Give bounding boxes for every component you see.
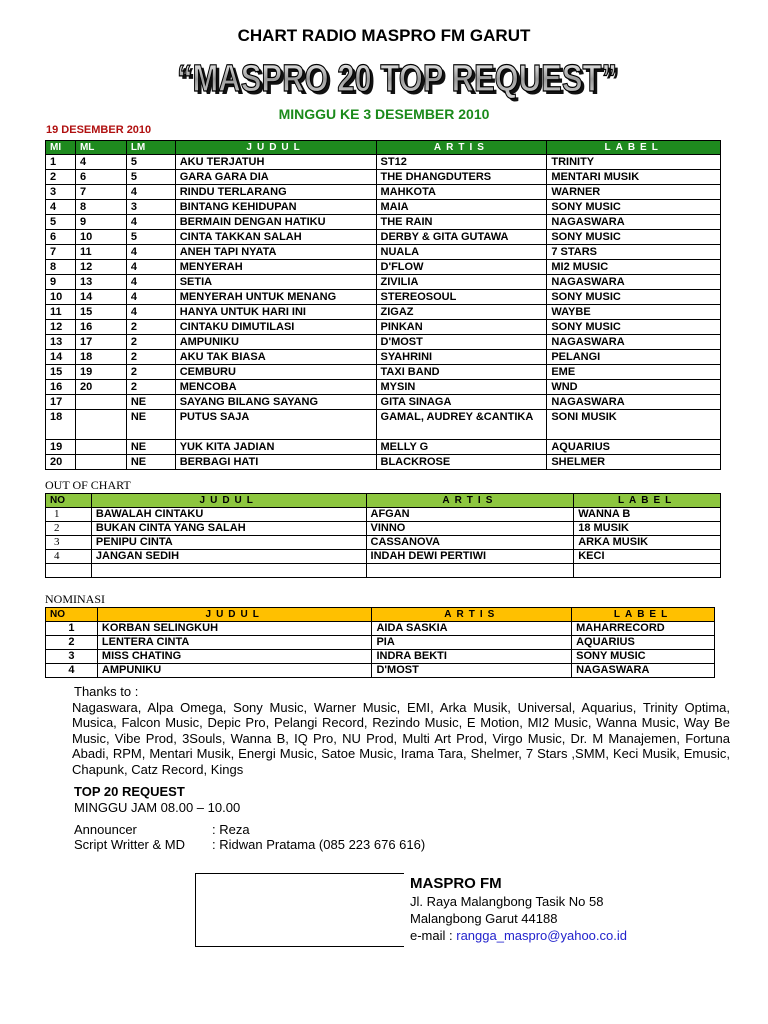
table-cell: 15 bbox=[46, 365, 76, 380]
table-cell: SYAHRINI bbox=[376, 350, 547, 365]
table-row bbox=[46, 215, 721, 230]
table-cell: MAHARRECORD bbox=[572, 622, 715, 636]
request-time: MINGGU JAM 08.00 – 10.00 bbox=[74, 800, 241, 815]
table-cell: PENIPU CINTA bbox=[91, 536, 366, 550]
writer-value: : Ridwan Pratama (085 223 676 616) bbox=[212, 837, 426, 852]
table-cell: CINTAKU DIMUTILASI bbox=[175, 320, 376, 335]
table-cell: 2 bbox=[46, 636, 98, 650]
table-cell: 12 bbox=[46, 320, 76, 335]
table-cell: 19 bbox=[46, 440, 76, 455]
table-cell: MI2 MUSIC bbox=[547, 260, 721, 275]
column-header: NO bbox=[46, 608, 98, 622]
table-cell: 2 bbox=[126, 350, 175, 365]
table-cell: NAGASWARA bbox=[547, 335, 721, 350]
table-cell: SONY MUSIC bbox=[547, 230, 721, 245]
table-row bbox=[46, 536, 721, 550]
table-cell: NE bbox=[126, 410, 175, 440]
table-cell: AKU TAK BIASA bbox=[175, 350, 376, 365]
table-cell: 3 bbox=[46, 536, 92, 550]
table-cell: NE bbox=[126, 395, 175, 410]
table-row bbox=[46, 305, 721, 320]
chart-date: 19 DESEMBER 2010 bbox=[46, 124, 152, 136]
table-cell: 20 bbox=[75, 380, 126, 395]
table-cell: 12 bbox=[75, 260, 126, 275]
table-cell: GITA SINAGA bbox=[376, 395, 547, 410]
table-cell: DERBY & GITA GUTAWA bbox=[376, 230, 547, 245]
table-cell: AIDA SASKIA bbox=[372, 622, 572, 636]
column-header: LM bbox=[126, 141, 175, 155]
table-cell: BUKAN CINTA YANG SALAH bbox=[91, 522, 366, 536]
table-cell: D'MOST bbox=[372, 664, 572, 678]
table-cell: 18 bbox=[75, 350, 126, 365]
table-cell: NE bbox=[126, 455, 175, 470]
table-cell: 7 bbox=[75, 185, 126, 200]
table-cell: MENYERAH UNTUK MENANG bbox=[175, 290, 376, 305]
table-cell: 16 bbox=[46, 380, 76, 395]
table-row bbox=[46, 335, 721, 350]
table-row bbox=[46, 395, 721, 410]
table-cell: 5 bbox=[126, 230, 175, 245]
table-cell: 1 bbox=[46, 155, 76, 170]
table-cell: 1 bbox=[46, 508, 92, 522]
ooc-header-row bbox=[46, 494, 721, 508]
table-cell: AMPUNIKU bbox=[97, 664, 372, 678]
table-cell: CEMBURU bbox=[175, 365, 376, 380]
table-cell: 13 bbox=[75, 275, 126, 290]
page-title: CHART RADIO MASPRO FM GARUT bbox=[237, 26, 531, 45]
table-row bbox=[46, 650, 715, 664]
email-label: e-mail : bbox=[410, 928, 457, 943]
table-cell: INDRA BEKTI bbox=[372, 650, 572, 664]
table-cell: 5 bbox=[126, 170, 175, 185]
table-cell: MAHKOTA bbox=[376, 185, 547, 200]
table-cell: 19 bbox=[75, 365, 126, 380]
column-header: LABEL bbox=[547, 141, 721, 155]
table-cell: 6 bbox=[46, 230, 76, 245]
table-cell: WAYBE bbox=[547, 305, 721, 320]
banner-shadow-text: “MASPRO 20 TOP REQUEST” bbox=[180, 61, 620, 102]
table-cell: 17 bbox=[75, 335, 126, 350]
table-cell: 4 bbox=[126, 215, 175, 230]
table-cell: 2 bbox=[46, 522, 92, 536]
station-address-1: Jl. Raya Malangbong Tasik No 58 bbox=[410, 894, 604, 909]
table-cell: SONY MUSIC bbox=[547, 200, 721, 215]
table-cell: NAGASWARA bbox=[547, 215, 721, 230]
table-cell: 9 bbox=[75, 215, 126, 230]
table-cell: PUTUS SAJA bbox=[175, 410, 376, 440]
table-cell: ZIGAZ bbox=[376, 305, 547, 320]
nom-body bbox=[46, 622, 715, 678]
column-header: JUDUL bbox=[91, 494, 366, 508]
table-cell: 11 bbox=[46, 305, 76, 320]
table-row bbox=[46, 245, 721, 260]
table-cell: 4 bbox=[126, 290, 175, 305]
table-cell: 11 bbox=[75, 245, 126, 260]
table-cell: WANNA B bbox=[574, 508, 721, 522]
column-header: LABEL bbox=[574, 494, 721, 508]
table-cell: HANYA UNTUK HARI INI bbox=[175, 305, 376, 320]
table-cell: BINTANG KEHIDUPAN bbox=[175, 200, 376, 215]
table-row bbox=[46, 410, 721, 440]
table-cell: WARNER bbox=[547, 185, 721, 200]
table-cell: 10 bbox=[75, 230, 126, 245]
table-cell: 4 bbox=[46, 200, 76, 215]
table-cell: CINTA TAKKAN SALAH bbox=[175, 230, 376, 245]
table-cell: RINDU TERLARANG bbox=[175, 185, 376, 200]
table-cell: 6 bbox=[75, 170, 126, 185]
request-title: TOP 20 REQUEST bbox=[74, 784, 185, 799]
column-header: ARTIS bbox=[376, 141, 547, 155]
table-cell: BLACKROSE bbox=[376, 455, 547, 470]
out-of-chart-table bbox=[45, 493, 721, 578]
table-cell: AKU TERJATUH bbox=[175, 155, 376, 170]
table-row bbox=[46, 320, 721, 335]
table-cell: AQUARIUS bbox=[572, 636, 715, 650]
station-email-line bbox=[410, 928, 627, 943]
table-row bbox=[46, 290, 721, 305]
table-row bbox=[46, 185, 721, 200]
table-row bbox=[46, 260, 721, 275]
table-row bbox=[46, 230, 721, 245]
table-cell: MAIA bbox=[376, 200, 547, 215]
banner-text: “MASPRO 20 TOP REQUEST” bbox=[177, 58, 617, 100]
table-cell: 14 bbox=[46, 350, 76, 365]
table-cell: 2 bbox=[126, 335, 175, 350]
column-header: ARTIS bbox=[372, 608, 572, 622]
column-header: MI bbox=[46, 141, 76, 155]
table-row bbox=[46, 636, 715, 650]
column-header: NO bbox=[46, 494, 92, 508]
table-row bbox=[46, 622, 715, 636]
table-cell: 2 bbox=[126, 365, 175, 380]
table-cell: 4 bbox=[126, 305, 175, 320]
table-cell: 16 bbox=[75, 320, 126, 335]
table-cell: 3 bbox=[126, 200, 175, 215]
table-cell: BERMAIN DENGAN HATIKU bbox=[175, 215, 376, 230]
table-cell: 3 bbox=[46, 650, 98, 664]
table-cell: 10 bbox=[46, 290, 76, 305]
table-row bbox=[46, 200, 721, 215]
table-cell bbox=[75, 410, 126, 440]
table-row bbox=[46, 170, 721, 185]
column-header: LABEL bbox=[572, 608, 715, 622]
table-cell: D'FLOW bbox=[376, 260, 547, 275]
table-row bbox=[46, 522, 721, 536]
column-header: ARTIS bbox=[366, 494, 574, 508]
table-cell: 14 bbox=[75, 290, 126, 305]
table-cell: BAWALAH CINTAKU bbox=[91, 508, 366, 522]
table-cell: MENCOBA bbox=[175, 380, 376, 395]
table-row bbox=[46, 365, 721, 380]
table-cell: 2 bbox=[46, 170, 76, 185]
table-cell: AMPUNIKU bbox=[175, 335, 376, 350]
nom-header-row bbox=[46, 608, 715, 622]
table-cell: PIA bbox=[372, 636, 572, 650]
table-cell: SAYANG BILANG SAYANG bbox=[175, 395, 376, 410]
table-row bbox=[46, 380, 721, 395]
chart-body bbox=[46, 155, 721, 470]
table-cell: SETIA bbox=[175, 275, 376, 290]
table-cell: 4 bbox=[126, 185, 175, 200]
table-row bbox=[46, 508, 721, 522]
week-heading: MINGGU KE 3 DESEMBER 2010 bbox=[278, 106, 490, 122]
table-cell: CASSANOVA bbox=[366, 536, 574, 550]
announcer-label: Announcer bbox=[74, 822, 137, 837]
table-cell: SONY MUSIC bbox=[547, 320, 721, 335]
table-cell: 4 bbox=[126, 245, 175, 260]
table-cell: AFGAN bbox=[366, 508, 574, 522]
table-row bbox=[46, 275, 721, 290]
wordart-banner bbox=[168, 52, 628, 102]
column-header: JUDUL bbox=[97, 608, 372, 622]
table-cell: SHELMER bbox=[547, 455, 721, 470]
table-cell bbox=[75, 440, 126, 455]
table-cell: 18 MUSIK bbox=[574, 522, 721, 536]
table-cell: ST12 bbox=[376, 155, 547, 170]
table-cell: MENYERAH bbox=[175, 260, 376, 275]
table-cell: PELANGI bbox=[547, 350, 721, 365]
table-cell: TRINITY bbox=[547, 155, 721, 170]
writer-label: Script Writter & MD bbox=[74, 837, 185, 852]
table-row bbox=[46, 550, 721, 564]
out-of-chart-label: OUT OF CHART bbox=[45, 478, 131, 492]
table-cell: THE RAIN bbox=[376, 215, 547, 230]
table-cell: MELLY G bbox=[376, 440, 547, 455]
table-cell: 4 bbox=[126, 260, 175, 275]
table-row bbox=[46, 455, 721, 470]
table-cell: PINKAN bbox=[376, 320, 547, 335]
table-cell: NE bbox=[126, 440, 175, 455]
table-cell: MISS CHATING bbox=[97, 650, 372, 664]
table-cell: 13 bbox=[46, 335, 76, 350]
table-cell: 3 bbox=[46, 185, 76, 200]
table-cell: KORBAN SELINGKUH bbox=[97, 622, 372, 636]
chart-header-row bbox=[46, 141, 721, 155]
email-link[interactable]: rangga_maspro@yahoo.co.id bbox=[456, 928, 627, 943]
table-row bbox=[46, 440, 721, 455]
table-cell: SONY MUSIC bbox=[547, 290, 721, 305]
table-cell: LENTERA CINTA bbox=[97, 636, 372, 650]
table-cell: 8 bbox=[46, 260, 76, 275]
table-cell: NUALA bbox=[376, 245, 547, 260]
table-cell: 2 bbox=[126, 320, 175, 335]
nominasi-table bbox=[45, 607, 715, 678]
table-cell: 4 bbox=[46, 550, 92, 564]
table-cell: TAXI BAND bbox=[376, 365, 547, 380]
table-cell: 18 bbox=[46, 410, 76, 440]
table-cell: 2 bbox=[126, 380, 175, 395]
table-cell: 5 bbox=[126, 155, 175, 170]
table-cell: NAGASWARA bbox=[572, 664, 715, 678]
table-cell: 15 bbox=[75, 305, 126, 320]
announcer-value: : Reza bbox=[212, 822, 250, 837]
table-cell: SONI MUSIK bbox=[547, 410, 721, 440]
table-cell: GARA GARA DIA bbox=[175, 170, 376, 185]
table-cell: 4 bbox=[75, 155, 126, 170]
nominasi-label: NOMINASI bbox=[45, 592, 105, 606]
empty-row bbox=[46, 564, 721, 578]
table-row bbox=[46, 664, 715, 678]
table-cell: 4 bbox=[126, 275, 175, 290]
table-cell: MYSIN bbox=[376, 380, 547, 395]
table-cell: MENTARI MUSIK bbox=[547, 170, 721, 185]
ooc-body bbox=[46, 508, 721, 578]
table-cell: JANGAN SEDIH bbox=[91, 550, 366, 564]
table-cell: 20 bbox=[46, 455, 76, 470]
station-name: MASPRO FM bbox=[410, 875, 502, 892]
table-cell: 17 bbox=[46, 395, 76, 410]
station-address-2: Malangbong Garut 44188 bbox=[410, 911, 558, 926]
table-cell: INDAH DEWI PERTIWI bbox=[366, 550, 574, 564]
table-cell: SONY MUSIC bbox=[572, 650, 715, 664]
table-cell: BERBAGI HATI bbox=[175, 455, 376, 470]
thanks-body: Nagaswara, Alpa Omega, Sony Music, Warner Music, EMI, Arka Musik, Universal, Aquarius, Trinity Optima, Musica, Falcon Music, Depic Pro, Pelangi Record, Rezindo Music, E Motion, MI2 Music, Wanna Music, Way Be Music, Vibe Prod, 3Souls, Wanna B, IQ Pro, NU Prod, Multi Art Prod, Virgo Music, Dr. M Manajemen, Fortuna Abadi, RPM, Mentari Musik, Energi Music, Satoe Music, Irama Tara, Shelmer, 7 Stars ,SMM, Keci Musik, Emusic, Chapunk, Catz Record, Kings bbox=[72, 699, 730, 777]
table-cell: 5 bbox=[46, 215, 76, 230]
table-cell: 7 STARS bbox=[547, 245, 721, 260]
table-row bbox=[46, 155, 721, 170]
table-cell: NAGASWARA bbox=[547, 395, 721, 410]
column-header: ML bbox=[75, 141, 126, 155]
table-cell: 1 bbox=[46, 622, 98, 636]
thanks-heading: Thanks to : bbox=[74, 684, 139, 699]
table-cell: 7 bbox=[46, 245, 76, 260]
table-cell: NAGASWARA bbox=[547, 275, 721, 290]
stamp-box bbox=[195, 873, 404, 947]
table-cell: EME bbox=[547, 365, 721, 380]
table-cell: VINNO bbox=[366, 522, 574, 536]
thanks-section bbox=[74, 684, 730, 777]
table-cell: 8 bbox=[75, 200, 126, 215]
table-cell: 9 bbox=[46, 275, 76, 290]
table-cell: WND bbox=[547, 380, 721, 395]
table-cell: AQUARIUS bbox=[547, 440, 721, 455]
table-cell: YUK KITA JADIAN bbox=[175, 440, 376, 455]
table-cell bbox=[75, 455, 126, 470]
table-cell: THE DHANGDUTERS bbox=[376, 170, 547, 185]
table-cell: KECI bbox=[574, 550, 721, 564]
table-cell: D'MOST bbox=[376, 335, 547, 350]
table-cell: ARKA MUSIK bbox=[574, 536, 721, 550]
table-row bbox=[46, 350, 721, 365]
table-cell bbox=[75, 395, 126, 410]
table-cell: GAMAL, AUDREY &CANTIKA bbox=[376, 410, 547, 440]
chart-table bbox=[45, 140, 721, 470]
table-cell: 4 bbox=[46, 664, 98, 678]
table-cell: STEREOSOUL bbox=[376, 290, 547, 305]
column-header: JUDUL bbox=[175, 141, 376, 155]
table-cell: ZIVILIA bbox=[376, 275, 547, 290]
table-cell: ANEH TAPI NYATA bbox=[175, 245, 376, 260]
